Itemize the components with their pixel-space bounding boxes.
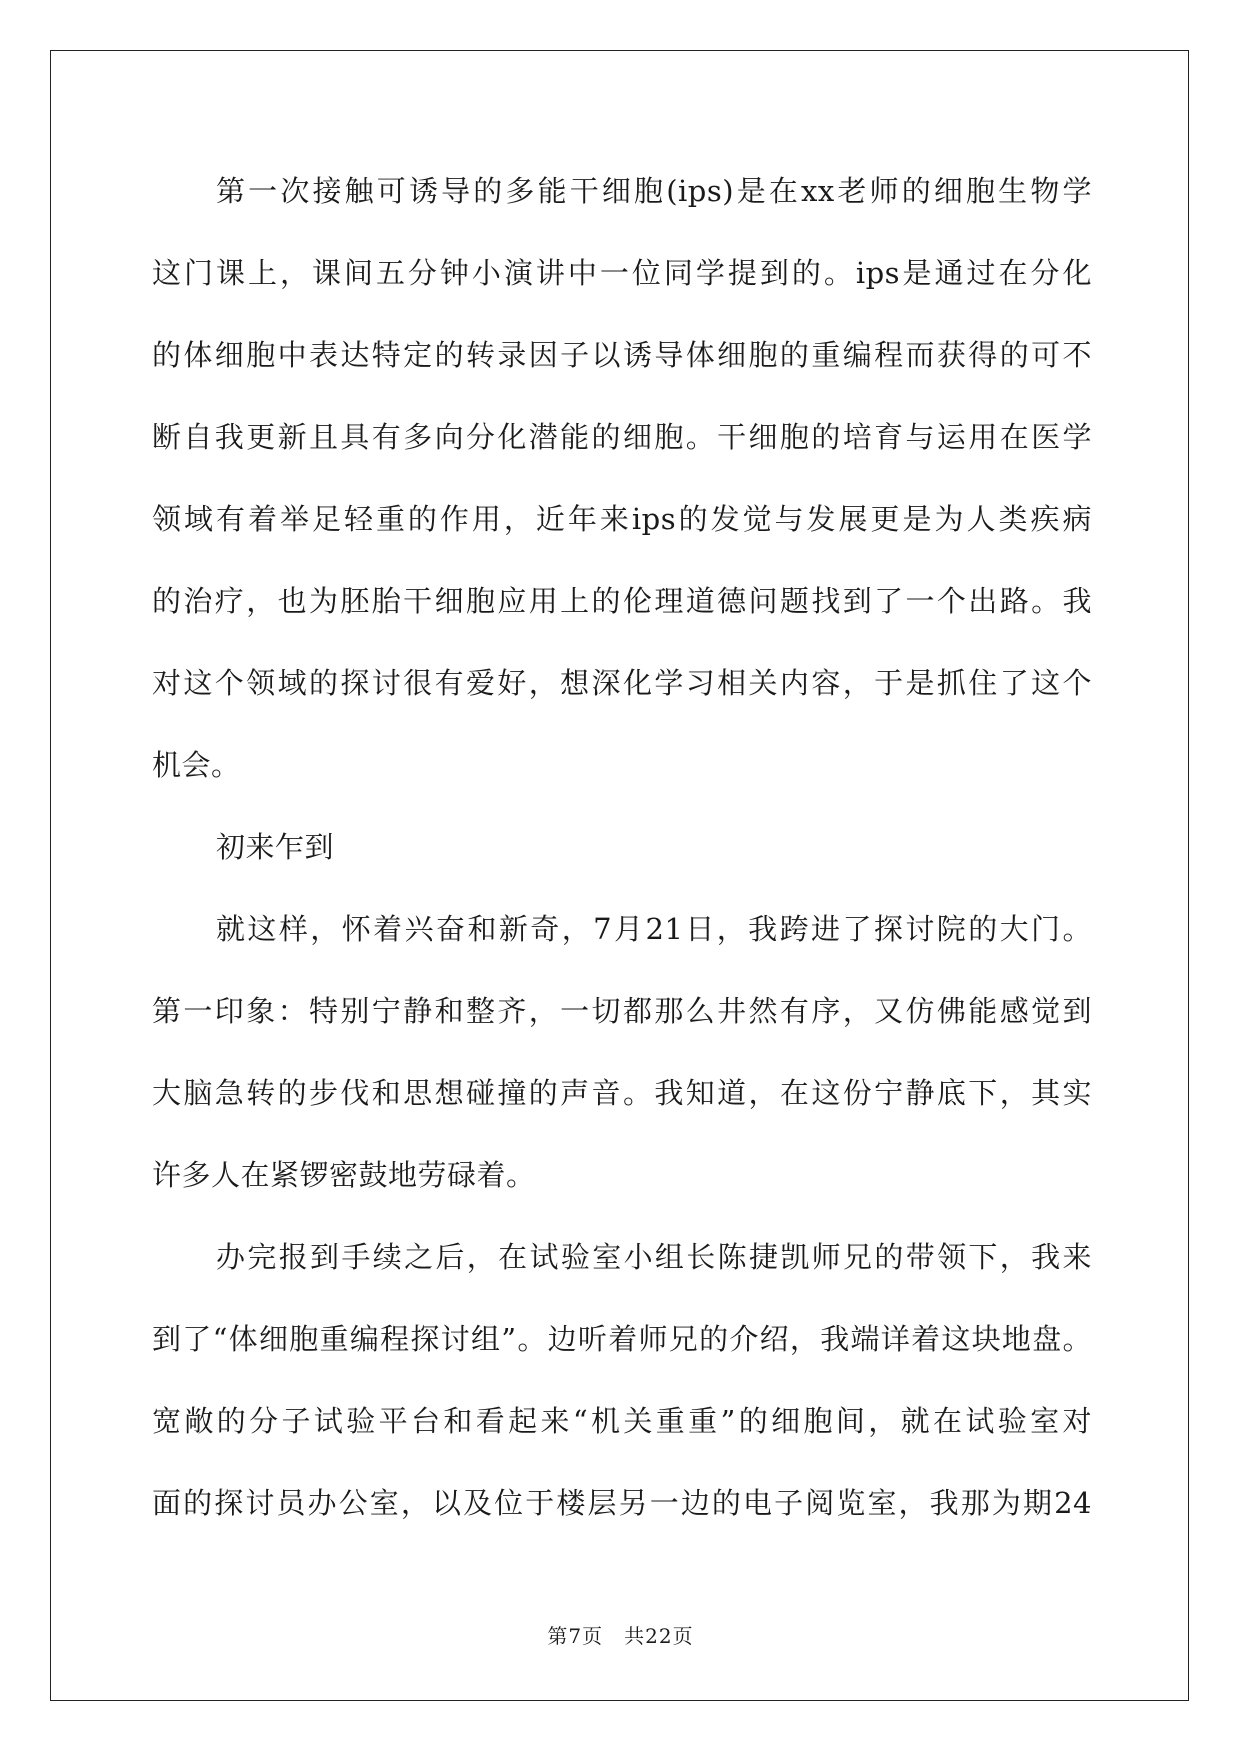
text-line: 初来乍到 bbox=[216, 830, 335, 864]
text-line: 的治疗，也为胚胎干细胞应用上的伦理道德问题找到了一个出路。我 bbox=[152, 584, 1092, 618]
document-body bbox=[152, 160, 1092, 1554]
text-line: 这门课上，课间五分钟小演讲中一位同学提到的。ips是通过在分化 bbox=[152, 256, 1092, 290]
text-line: 到了“体细胞重编程探讨组”。边听着师兄的介绍，我端详着这块地盘。 bbox=[152, 1322, 1092, 1356]
page-number-footer: 第7页 共22页 bbox=[547, 1624, 694, 1648]
text-line: 机会。 bbox=[152, 748, 241, 782]
text-line: 宽敞的分子试验平台和看起来“机关重重”的细胞间，就在试验室对 bbox=[152, 1404, 1092, 1438]
text-line: 第一次接触可诱导的多能干细胞(ips)是在xx老师的细胞生物学 bbox=[216, 174, 1092, 208]
text-line: 第一印象：特别宁静和整齐，一切都那么井然有序，又仿佛能感觉到 bbox=[152, 994, 1092, 1028]
text-line: 许多人在紧锣密鼓地劳碌着。 bbox=[152, 1158, 536, 1192]
text-line: 的体细胞中表达特定的转录因子以诱导体细胞的重编程而获得的可不 bbox=[152, 338, 1092, 372]
text-line: 大脑急转的步伐和思想碰撞的声音。我知道，在这份宁静底下，其实 bbox=[152, 1076, 1092, 1110]
text-line: 断自我更新且具有多向分化潜能的细胞。干细胞的培育与运用在医学 bbox=[152, 420, 1092, 454]
text-line: 就这样，怀着兴奋和新奇，7月21日，我跨进了探讨院的大门。 bbox=[216, 912, 1092, 946]
text-line: 面的探讨员办公室，以及位于楼层另一边的电子阅览室，我那为期24 bbox=[152, 1486, 1092, 1520]
text-line: 对这个领域的探讨很有爱好，想深化学习相关内容，于是抓住了这个 bbox=[152, 666, 1092, 700]
text-line: 办完报到手续之后，在试验室小组长陈捷凯师兄的带领下，我来 bbox=[216, 1240, 1092, 1274]
text-line: 领域有着举足轻重的作用，近年来ips的发觉与发展更是为人类疾病 bbox=[152, 502, 1092, 536]
